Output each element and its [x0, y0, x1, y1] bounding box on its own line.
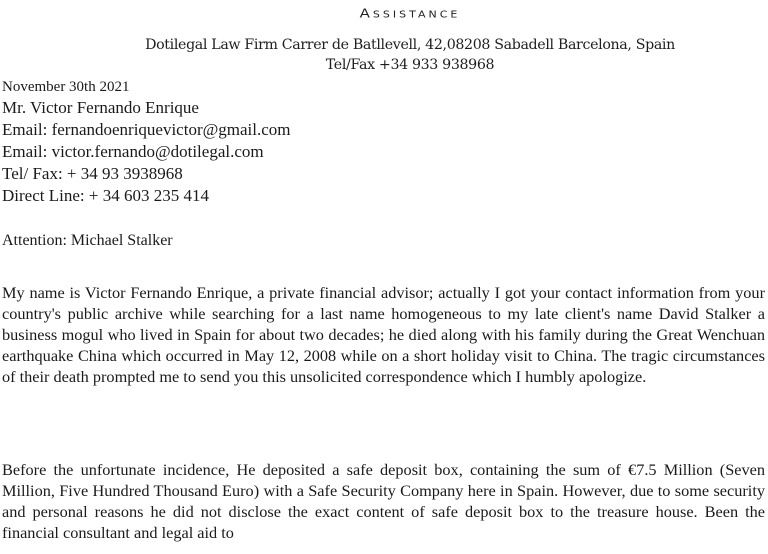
sender-name: Mr. Victor Fernando Enrique [2, 98, 199, 117]
letter-date: November 30th 2021 [2, 79, 130, 95]
body-paragraph: My name is Victor Fernando Enrique, a private financial advisor; actually I got your contact information from your country's public archive while searching for a last name homogeneous to my late client's name David Stalker a business mogul who lived in Spain for about two decades; he died along with his family during the Great Wenchuan earthquake China which occurred in May 12, 2008 while on a short holiday visit to China. The tragic circumstances of their death prompted me to send you this unsolicited correspondence which I humbly apologize. [2, 283, 765, 386]
letterhead-address-line: Dotilegal Law Firm Carrer de Batllevell, 42,08208 Sabadell Barcelona, Spain [145, 37, 675, 53]
sender-telfax: Tel/ Fax: + 34 93 3938968 [2, 164, 183, 183]
sender-block [2, 77, 291, 207]
letterhead-title: Assistance [359, 5, 461, 21]
sender-email-personal: Email: fernandoenriquevictor@gmail.com [2, 120, 291, 139]
body-paragraph: Before the unfortunate incidence, He deposited a safe deposit box, containing the sum of €7.5 Million (Seven Million, Five Hundred Thousand Euro) with a Safe Security Company here in Spain. However, due to some security and personal reasons he did not disclose the exact content of safe deposit box to the treasure house. Been the financial consultant and legal aid to [2, 460, 765, 542]
sender-direct-line: Direct Line: + 34 603 235 414 [2, 186, 209, 205]
letterhead-telfax-line: Tel/Fax +34 933 938968 [325, 57, 495, 73]
attention-line: Attention: Michael Stalker [2, 232, 173, 249]
sender-email-work: Email: victor.fernando@dotilegal.com [2, 142, 264, 161]
letterhead-address [0, 35, 768, 75]
